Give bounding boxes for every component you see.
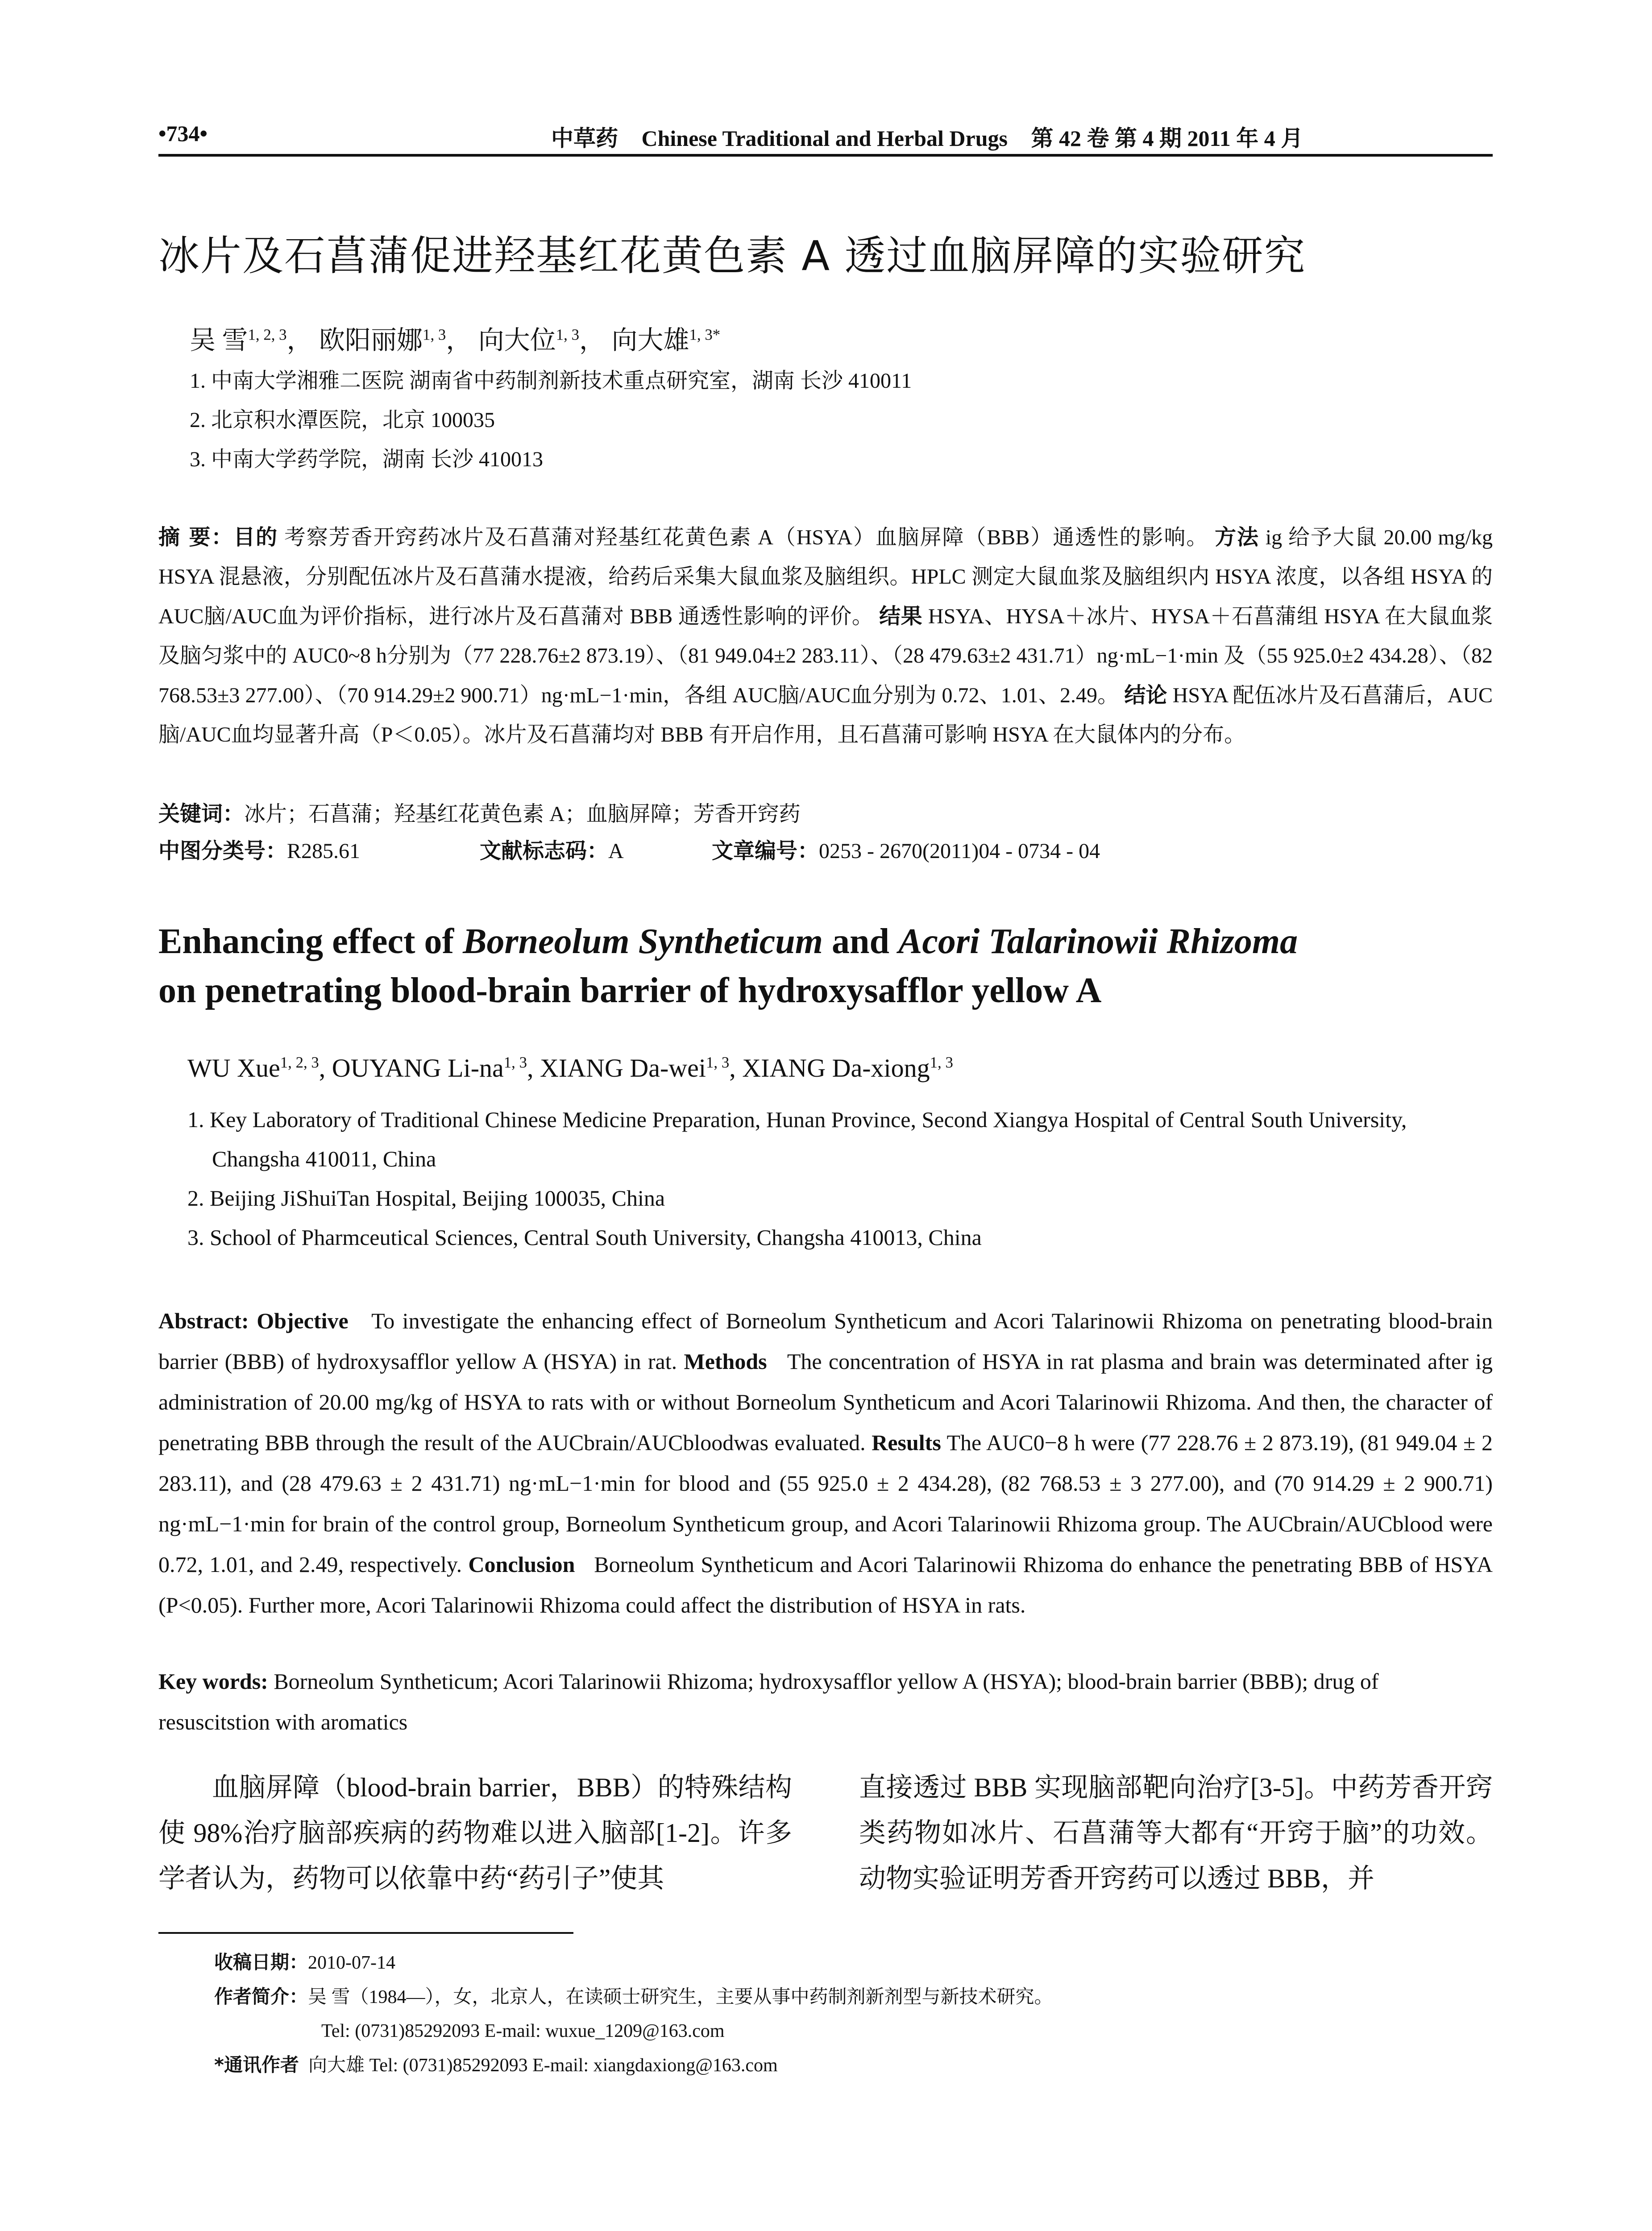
author-aff: 1, 3	[706, 1053, 730, 1071]
affiliation-en: 2. Beijing JiShuiTan Hospital, Beijing 100035, China	[187, 1186, 665, 1211]
title-en-part: Acori Talarinowii Rhizoma	[898, 922, 1298, 961]
title-en-part: Borneolum Syntheticum	[463, 922, 823, 961]
classification-line	[158, 834, 1493, 864]
objective-text-cn: 考察芳香开窍药冰片及石菖蒲对羟基红花黄色素 A（HSYA）血脑屏障（BBB）通透性的影响。	[284, 526, 1209, 549]
conclusion-text-en: Borneolum Syntheticum and Acori Talarinowii Rhizoma do enhance the penetrating BBB of HSYA (P<0.05). Further more, Acori Talarinowii Rhizoma could affect the distribution of HSYA in rats.	[158, 1552, 1493, 1617]
corresponding-author: 向大雄 Tel: (0731)85292093 E-mail: xiangdaxiong@163.com	[308, 2055, 778, 2076]
title-cn: 冰片及石菖蒲促进羟基红花黄色素 A 透过血脑屏障的实验研究	[158, 232, 1306, 280]
methods-label-cn: 方法	[1215, 525, 1259, 550]
affiliations-en	[187, 1100, 1482, 1257]
abstract-en	[158, 1301, 1493, 1626]
affiliation-en: 1. Key Laboratory of Traditional Chinese Medicine Preparation, Hunan Province, Second Xiangya Hospital of Central South University, Changsha 410011, China	[187, 1107, 1407, 1171]
author-cn: 向大雄	[611, 326, 689, 355]
results-label-cn: 结果	[879, 604, 923, 629]
objective-text-en: To investigate the enhancing effect of Borneolum Syntheticum and Acori Talarinowii Rhizoma on penetrating blood-brain barrier (BBB) of hydroxysafflor yellow A (HSYA) in rat.	[158, 1308, 1493, 1374]
objective-label-en: Objective	[257, 1308, 349, 1333]
received-label: 收稿日期：	[214, 1951, 308, 1973]
author-cn: 向大位	[478, 326, 556, 355]
results-text-cn: HSYA、HYSA＋冰片、HYSA＋石菖蒲组 HSYA 在大鼠血浆及脑匀浆中的 AUC0~8 h分别为（77 228.76±2 873.19）、（81 949.04±2 283.11）、（28 479.63±2 431.71）ng·mL−1·min 及（55 925.0±2 434.28）、（82 768.53±3 277.00）、（70 914.29±2 900.71）ng·mL−1·min，各组 AUC脑/AUC血分别为 0.72、1.01、2.49。	[158, 605, 1493, 707]
keywords-en	[158, 1661, 1493, 1742]
author-aff: 1, 2, 3	[248, 326, 287, 344]
corresponding-label: *通讯作者	[214, 2054, 299, 2076]
title-en-part: and	[823, 922, 898, 961]
journal-issue: 第 42 卷 第 4 期 2011 年 4 月	[1031, 126, 1303, 151]
abstract-label-cn: 摘 要：	[158, 525, 234, 550]
author-bio-label: 作者简介：	[214, 1986, 308, 2007]
affiliation-cn: 2. 北京积水潭医院，北京 100035	[190, 408, 495, 432]
keywords-text-en: Borneolum Syntheticum; Acori Talarinowii Rhizoma; hydroxysafflor yellow A (HSYA); blood-brain barrier (BBB); drug of resuscitstion with aromatics	[158, 1669, 1379, 1734]
footnote-rule	[158, 1932, 573, 1934]
author-cn: 吴 雪	[190, 326, 248, 355]
abstract-cn	[158, 518, 1493, 755]
author-aff: 1, 3	[930, 1053, 953, 1071]
clc-label: 中图分类号：	[158, 838, 287, 863]
header-rule	[158, 154, 1493, 157]
clc-code: R285.61	[287, 839, 361, 863]
author-en: WU Xue	[187, 1053, 280, 1082]
running-header	[158, 120, 1493, 156]
results-text-en: The AUC0−8 h were (77 228.76 ± 2 873.19), (81 949.04 ± 2 283.11), and (28 479.63 ± 2 431.71) ng·mL−1·min for blood and (55 925.0 ± 2 434.28), (82 768.53 ± 3 277.00), and (70 914.29 ± 2 900.71) ng·mL−1·min for brain of the control group, Borneolum Syntheticum group, and Acori Talarinowii Rhizoma group. The AUCbrain/AUCblood were 0.72, 1.01, and 2.49, respectively.	[158, 1430, 1493, 1577]
conclusion-label-cn: 结论	[1124, 683, 1167, 708]
journal-name-cn: 中草药	[551, 125, 618, 151]
footnotes	[214, 1945, 1053, 2082]
results-label-en: Results	[872, 1430, 941, 1455]
journal-name-en: Chinese Traditional and Herbal Drugs	[641, 126, 1008, 151]
authors-en: WU Xue$^{1, 2, 3}$, OUYANG Li-na$^{1, 3}$, XIANG Da-wei$^{1, 3}$, XIANG Da-xiong$^{1, 3}$	[187, 1053, 953, 1082]
title-en	[158, 917, 1493, 1015]
keywords-label-cn: 关键词：	[158, 801, 245, 826]
affiliation-cn: 3. 中南大学药学院，湖南 长沙 410013	[190, 448, 544, 471]
author-contact: Tel: (0731)85292093 E-mail: wuxue_1209@163.com	[321, 2021, 725, 2041]
author-aff: 1, 3	[503, 1053, 527, 1071]
author-aff: 1, 3*	[689, 326, 721, 344]
author-en: OUYANG Li-na	[332, 1053, 504, 1082]
affiliation-en: 3. School of Pharmceutical Sciences, Central South University, Changsha 410013, China	[187, 1225, 982, 1250]
author-aff: 1, 3	[556, 326, 579, 344]
body-column-right: 直接透过 BBB 实现脑部靶向治疗[3-5]。中药芳香开窍类药物如冰片、石菖蒲等大都有“开窍于脑”的功效。动物实验证明芳香开窍药可以透过 BBB，并	[859, 1773, 1493, 1893]
journal-title	[551, 120, 1303, 153]
author-en: XIANG Da-wei	[540, 1053, 706, 1082]
keywords-cn	[158, 794, 1493, 834]
authors-cn: 吴 雪$^{1, 2, 3}$， 欧阳丽娜$^{1, 3}$， 向大位$^{1, 3}$， 向大雄$^{1, 3*}$	[190, 326, 721, 355]
objective-label-cn: 目的	[233, 525, 278, 550]
methods-label-en: Methods	[684, 1349, 767, 1374]
author-aff: 1, 3	[423, 326, 446, 344]
title-en-line2: on penetrating blood-brain barrier of hydroxysafflor yellow A	[158, 971, 1102, 1010]
methods-text-cn: ig 给予大鼠 20.00 mg/kg HSYA 混悬液，分别配伍冰片及石菖蒲水提液，给药后采集大鼠血浆及脑组织。HPLC 测定大鼠血浆及脑组织内 HSYA 浓度，以各组 HSYA 的 AUC脑/AUC血为评价指标，进行冰片及石菖蒲对 BBB 通透性影响的评价。	[158, 526, 1493, 628]
received-date: 2010-07-14	[308, 1953, 395, 1973]
affiliations-cn	[190, 361, 912, 479]
conclusion-text-cn: HSYA 配伍冰片及石菖蒲后，AUC脑/AUC血均显著升高（P＜0.05）。冰片及石菖蒲均对 BBB 有开启作用，且石菖蒲可影响 HSYA 在大鼠体内的分布。	[158, 684, 1493, 746]
keywords-text-cn: 冰片；石菖蒲；羟基红花黄色素 A；血脑屏障；芳香开窍药	[244, 802, 801, 826]
doc-code: A	[608, 839, 624, 863]
article-number: 0253 - 2670(2011)04 - 0734 - 04	[819, 839, 1100, 863]
author-bio: 吴 雪（1984—），女，北京人，在读硕士研究生，主要从事中药制剂新剂型与新技术研究。	[308, 1987, 1053, 2007]
author-cn: 欧阳丽娜	[319, 326, 423, 355]
author-aff: 1, 2, 3	[280, 1053, 319, 1071]
title-en-part: Enhancing effect of	[158, 922, 463, 961]
page-number: •734•	[158, 121, 208, 146]
affiliation-cn: 1. 中南大学湘雅二医院 湖南省中药制剂新技术重点研究室，湖南 长沙 410011	[190, 369, 912, 393]
doc-code-label: 文献标志码：	[480, 838, 609, 863]
author-en: XIANG Da-xiong	[742, 1053, 930, 1082]
methods-text-en: The concentration of HSYA in rat plasma and brain was determinated after ig administration of 20.00 mg/kg of HSYA to rats with or without Borneolum Syntheticum and Acori Talarinowii Rhizoma. And then, the character of penetrating BBB through the result of the AUCbrain/AUCbloodwas evaluated.	[158, 1349, 1493, 1455]
article-number-label: 文章编号：	[712, 838, 819, 863]
abstract-label-en: Abstract:	[158, 1308, 249, 1333]
body-column-left: 血脑屏障（blood-brain barrier，BBB）的特殊结构使 98%治疗脑部疾病的药物难以进入脑部[1-2]。许多学者认为，药物可以依靠中药“药引子”使其	[158, 1773, 792, 1893]
conclusion-label-en: Conclusion	[468, 1552, 575, 1577]
keywords-label-en: Key words:	[158, 1669, 268, 1694]
